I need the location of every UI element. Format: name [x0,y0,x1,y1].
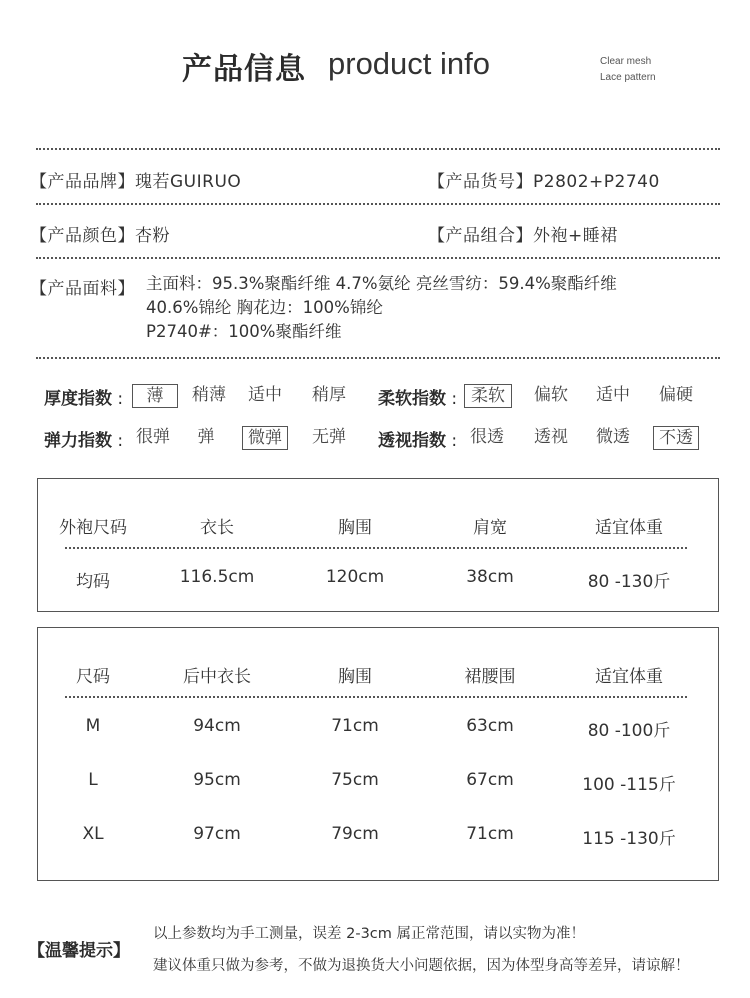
fabric-label: 【产品面料】 [30,279,135,299]
transparency-option-very: 很透 [470,427,504,447]
elasticity-option-elastic: 弹 [197,427,215,447]
header-divider [65,547,687,549]
table-header: 尺码 [76,667,110,687]
tagline-line-2: Lace pattern [600,72,656,83]
table-header: 外袍尺码 [59,518,127,538]
color-value: 杏粉 [135,226,170,246]
thickness-option-thin: 薄 [132,384,178,408]
transparency-option-see-through: 透视 [534,427,568,447]
table-cell: 116.5cm [179,567,255,587]
softness-option-medium: 适中 [596,385,630,405]
divider [36,257,720,259]
table-cell: 67cm [466,770,514,790]
tagline-line-1: Clear mesh [600,56,652,67]
page-title-en: product info [328,46,490,81]
softness-option-soft: 柔软 [464,384,512,408]
header-tagline [600,54,656,86]
divider [36,357,720,359]
table-cell: 95cm [193,770,241,790]
combo-label: 【产品组合】 [428,226,533,246]
combo-row [428,221,618,246]
table-cell: M [85,716,101,736]
table-cell: 38cm [466,567,514,587]
table-cell: 71cm [466,824,514,844]
tips-label: 【温馨提示】 [28,941,130,961]
table-cell: 75cm [331,770,379,790]
softness-option-stiff: 偏硬 [659,385,693,405]
robe-size-table [37,478,719,612]
table-header: 胸围 [338,518,372,538]
table-cell: L [88,770,98,790]
softness-index-label: 柔软指数 : [378,389,458,409]
sku-label: 【产品货号】 [428,172,533,192]
elasticity-option-none: 无弹 [312,427,346,447]
table-cell: 120cm [325,567,385,587]
divider [36,203,720,205]
table-header: 胸围 [338,667,372,687]
brand-value: 瑰若GUIRUO [135,172,242,192]
table-cell: 79cm [331,824,379,844]
sku-value: P2802+P2740 [533,172,660,192]
fabric-details [146,272,617,344]
elasticity-option-very: 很弹 [136,427,170,447]
table-cell: 71cm [331,716,379,736]
table-cell: 100 -115斤 [582,775,676,795]
table-cell: 均码 [76,572,110,592]
table-header: 适宜体重 [595,518,663,538]
table-cell: 97cm [193,824,241,844]
page-title-zh: 产品信息 [182,52,306,87]
divider [36,148,720,150]
table-cell: 63cm [466,716,514,736]
brand-row [30,167,241,192]
fabric-line-1: 主面料：95.3%聚酯纤维 4.7%氨纶 亮丝雪纺：59.4%聚酯纤维 [146,274,617,293]
transparency-option-opaque: 不透 [653,426,699,450]
table-cell: 80 -100斤 [587,721,671,741]
softness-option-slightly-soft: 偏软 [534,385,568,405]
table-cell: 94cm [193,716,241,736]
dress-size-table [37,627,719,881]
tips-line-2: 建议体重只做为参考，不做为退换货大小问题依据，因为体型身高等差异，请谅解！ [153,958,690,974]
table-header: 适宜体重 [595,667,663,687]
elasticity-option-slight: 微弹 [242,426,288,450]
table-header: 裙腰围 [464,667,516,687]
fabric-line-3: P2740#：100%聚酯纤维 [146,322,342,341]
combo-value: 外袍+睡裙 [533,226,618,246]
color-label: 【产品颜色】 [30,226,135,246]
table-cell: XL [82,824,104,844]
thickness-option-slightly-thick: 稍厚 [312,385,346,405]
thickness-index-label: 厚度指数 : [44,389,124,409]
table-cell: 80 -130斤 [587,572,671,592]
table-cell: 115 -130斤 [582,829,676,849]
elasticity-index-label: 弹力指数 : [44,431,124,451]
brand-label: 【产品品牌】 [30,172,135,192]
thickness-option-medium: 适中 [248,385,282,405]
fabric-line-2: 40.6%锦纶 胸花边：100%锦纶 [146,298,383,317]
transparency-option-slight: 微透 [596,427,630,447]
table-header: 衣长 [200,518,234,538]
table-header: 肩宽 [473,518,507,538]
color-row [30,221,170,246]
transparency-index-label: 透视指数 : [378,431,458,451]
tips-line-1: 以上参数均为手工测量，误差 2-3cm 属正常范围，请以实物为准！ [153,926,585,942]
table-header: 后中衣长 [183,667,251,687]
sku-row [428,167,660,192]
header-divider [65,696,687,698]
thickness-option-slightly-thin: 稍薄 [192,385,226,405]
